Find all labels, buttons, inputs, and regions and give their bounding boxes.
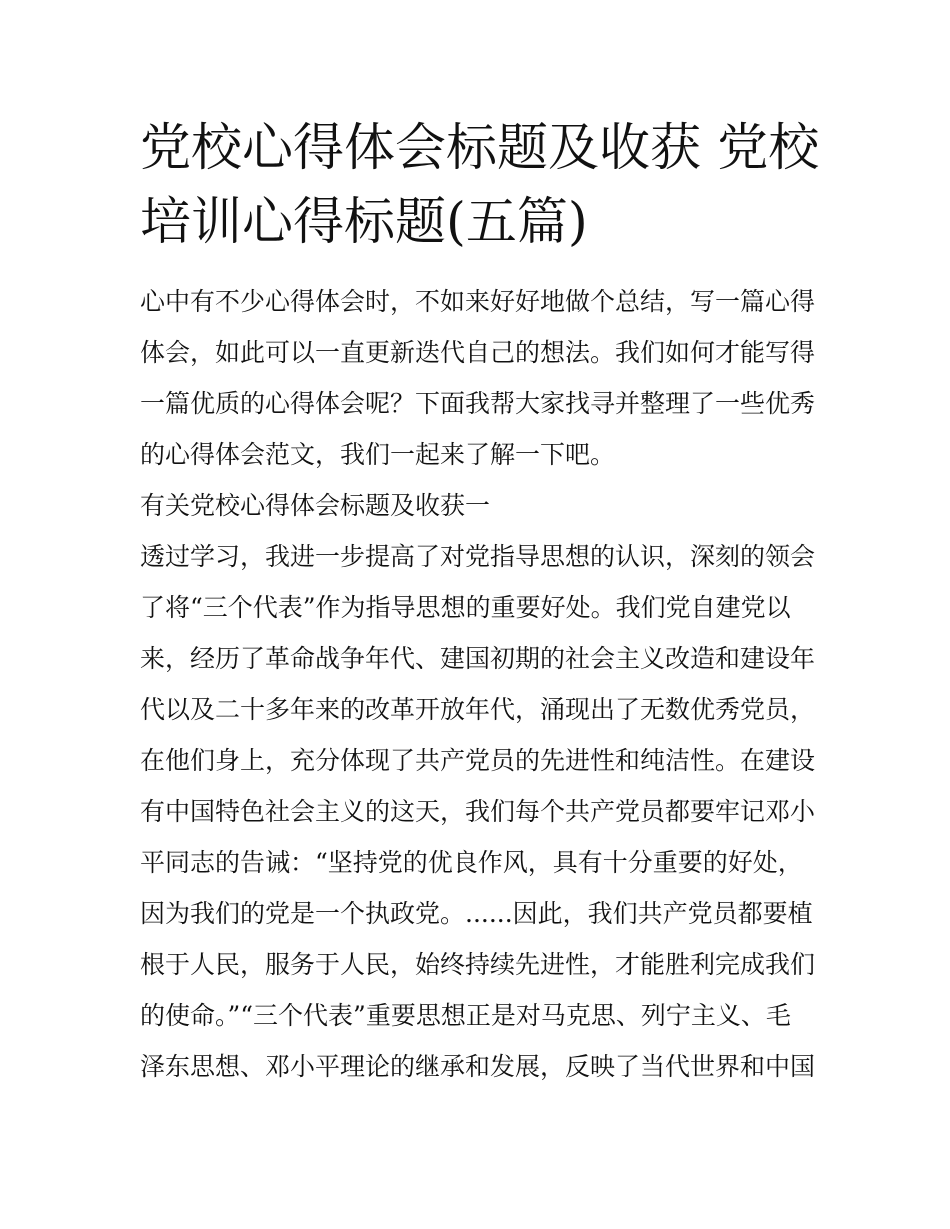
- text-line: 的心得体会范文，我们一起来了解一下吧。: [140, 440, 616, 469]
- text-line: 一篇优质的心得体会呢？下面我帮大家找寻并整理了一些优秀: [140, 389, 816, 418]
- text-line: 根于人民，服务于人民，始终持续先进性，才能胜利完成我们: [140, 950, 816, 979]
- text-line: 在他们身上，充分体现了共产党员的先进性和纯洁性。在建设: [140, 746, 816, 775]
- text-line: 泽东思想、邓小平理论的继承和发展，反映了当代世界和中国: [140, 1052, 816, 1081]
- text-line: 心中有不少心得体会时，不如来好好地做个总结，写一篇心得: [140, 287, 816, 316]
- title-line: 培训心得标题(五篇): [140, 193, 588, 252]
- text-line: 体会，如此可以一直更新迭代自己的想法。我们如何才能写得: [140, 338, 816, 367]
- text-line: 有中国特色社会主义的这天，我们每个共产党员都要牢记邓小: [140, 797, 816, 826]
- text-line: 因为我们的党是一个执政党。......因此，我们共产党员都要植: [140, 899, 813, 928]
- text-line: 代以及二十多年来的改革开放年代，涌现出了无数优秀党员，: [140, 695, 816, 724]
- document-title: [140, 112, 820, 260]
- section-heading: 有关党校心得体会标题及收获一: [140, 491, 491, 520]
- document-body: [140, 279, 820, 1095]
- intro-paragraph: [140, 279, 820, 483]
- section-paragraph: [140, 534, 820, 1095]
- text-line: 了将“三个代表”作为指导思想的重要好处。我们党自建党以: [140, 593, 791, 622]
- text-line: 的使命。”“三个代表”重要思想正是对马克思、列宁主义、毛: [140, 1001, 791, 1030]
- text-line: 透过学习，我进一步提高了对党指导思想的认识，深刻的领会: [140, 542, 816, 571]
- title-line: 党校心得体会标题及收获 党校: [140, 119, 820, 178]
- text-line: 平同志的告诫：“坚持党的优良作风，具有十分重要的好处，: [140, 848, 803, 877]
- text-line: 来，经历了革命战争年代、建国初期的社会主义改造和建设年: [140, 644, 816, 673]
